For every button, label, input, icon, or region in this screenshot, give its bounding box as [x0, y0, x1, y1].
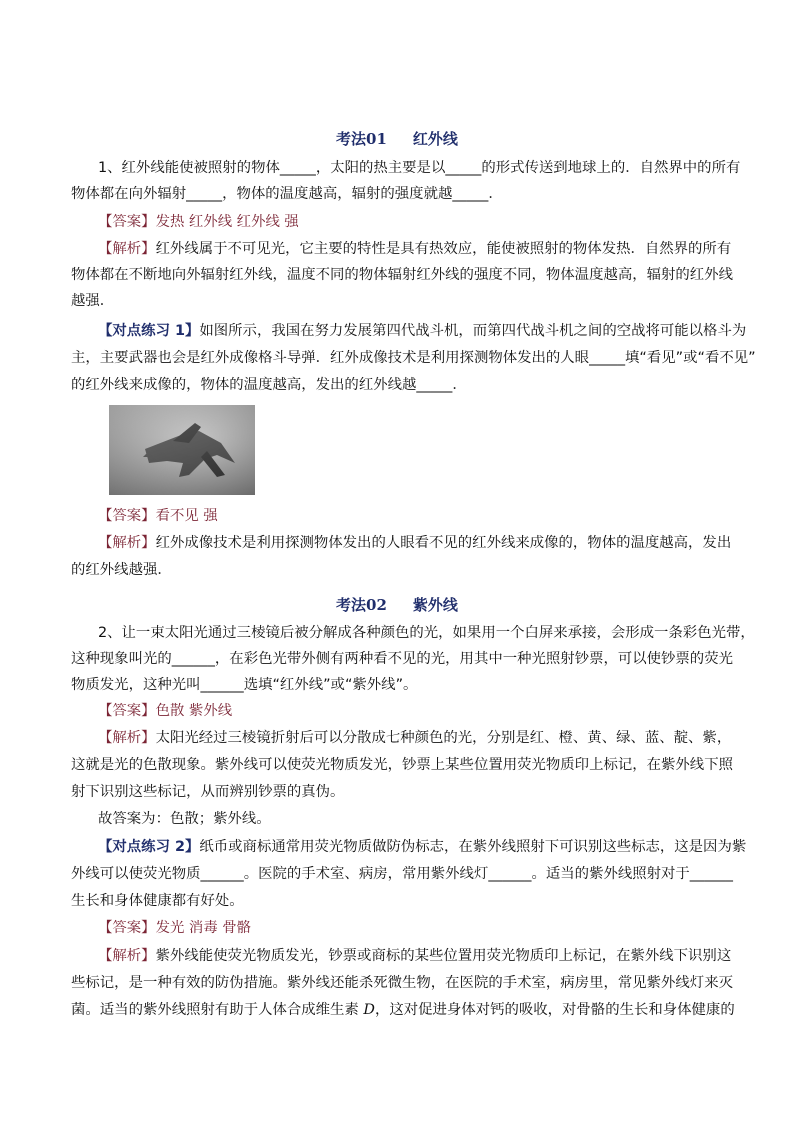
- answer-text: 色散 紫外线: [155, 703, 233, 719]
- answer-tag: 【答案】: [98, 214, 156, 230]
- q2-line1: 2、让一束太阳光通过三棱镜后被分解成各种颜色的光，如果用一个白屏来承接，会形成一条彩色光带，: [98, 625, 755, 641]
- practice-tag: 【对点练习 2】: [98, 839, 200, 855]
- practice2-analysis-line1: [98, 943, 732, 969]
- fighter-jet-image: [109, 405, 255, 495]
- practice2-analysis-line2: 些标记，是一种有效的防伪措施。紫外线还能杀死微生物，在医院的手术室，病房里，常见紫外线灯来灭: [71, 975, 733, 991]
- section2-topic: 紫外线: [412, 596, 458, 614]
- practice1-analysis-line2: 的红外线越强．: [71, 562, 172, 578]
- q2-analysis-line1: [98, 725, 732, 751]
- practice1-answer: [98, 503, 726, 529]
- q2-conclusion: 故答案为：色散；紫外线。: [98, 811, 271, 827]
- q1-analysis-line3: 越强．: [71, 293, 115, 309]
- q2-analysis-line3: 射下识别这些标记，从而辨别钞票的真伪。: [71, 784, 345, 800]
- analysis-text: 紫外线能使荧光物质发光，钞票或商标的某些位置用荧光物质印上标记，在紫外线下识别这: [155, 948, 732, 964]
- q1-analysis-line2: 物体都在不断地向外辐射红外线，温度不同的物体辐射红外线的强度不同，物体温度越高，辐射的红外线: [71, 267, 733, 283]
- practice1-line1: [98, 318, 747, 344]
- practice2-line1: [98, 834, 747, 860]
- q1-analysis-line1: [98, 236, 732, 262]
- practice-text: 纸币或商标通常用荧光物质做防伪标志，在紫外线照射下可识别这些标志，这是因为紫: [199, 839, 747, 855]
- section1-title: 考法01: [336, 130, 387, 148]
- q2-line2: 这种现象叫光的______，在彩色光带外侧有两种看不见的光，用其中一种光照射钞票，可以使钞票的荧光: [71, 651, 733, 667]
- practice2-analysis-line3: [71, 997, 735, 1023]
- answer-text: 看不见 强: [155, 508, 218, 524]
- practice1-line3: 的红外线来成像的，物体的温度越高，发出的红外线越_____．: [71, 377, 467, 393]
- q2-answer: [98, 698, 726, 724]
- analysis-tag: 【解析】: [98, 948, 156, 964]
- analysis-text: 太阳光经过三棱镜折射后可以分散成七种颜色的光，分别是红、橙、黄、绿、蓝、靛、紫，: [155, 730, 732, 746]
- answer-tag: 【答案】: [98, 920, 156, 936]
- practice-tag: 【对点练习 1】: [98, 323, 200, 339]
- practice1-analysis-line1: [98, 530, 732, 556]
- answer-text: 发热 红外线 红外线 强: [155, 214, 299, 230]
- q2-analysis-line2: 这就是光的色散现象。紫外线可以使荧光物质发光，钞票上某些位置用荧光物质印上标记，在紫外线下照: [71, 757, 733, 773]
- q2-line3: 物质发光，这种光叫______选填“红外线”或“紫外线”。: [71, 677, 418, 693]
- practice2-answer: [98, 915, 726, 941]
- answer-tag: 【答案】: [98, 703, 156, 719]
- q1-line2: 物体都在向外辐射_____，物体的温度越高，辐射的强度就越_____．: [71, 186, 503, 202]
- q1-line1: 1、红外线能使被照射的物体_____，太阳的热主要是以_____的形式传送到地球上的．自然界中的所有: [98, 160, 741, 176]
- practice2-line3: 生长和身体健康都有好处。: [71, 893, 244, 909]
- section2-heading: [0, 594, 794, 615]
- answer-text: 发光 消毒 骨骼: [155, 920, 252, 936]
- answer-tag: 【答案】: [98, 508, 156, 524]
- analysis-text: 红外成像技术是利用探测物体发出的人眼看不见的红外线来成像的，物体的温度越高，发出: [155, 535, 732, 551]
- vitamin-variable: D: [363, 1002, 375, 1018]
- q1-answer: [98, 209, 726, 235]
- section2-title: 考法02: [336, 596, 387, 614]
- analysis-tag: 【解析】: [98, 535, 156, 551]
- practice-text: 如图所示，我国在努力发展第四代战斗机，而第四代战斗机之间的空战将可能以格斗为: [199, 323, 747, 339]
- analysis-tag: 【解析】: [98, 241, 156, 257]
- analysis-text-part1: 菌。适当的紫外线照射有助于人体合成维生素: [71, 1002, 364, 1018]
- section1-topic: 红外线: [412, 130, 458, 148]
- practice1-line2: 主，主要武器也会是红外成像格斗导弹．红外成像技术是利用探测物体发出的人眼_____填“看见”或“看不见”: [71, 350, 756, 366]
- analysis-tag: 【解析】: [98, 730, 156, 746]
- analysis-text-part2: ，这对促进身体对钙的吸收，对骨骼的生长和身体健康的: [374, 1002, 735, 1018]
- analysis-text: 红外线属于不可见光，它主要的特性是具有热效应，能使被照射的物体发热．自然界的所有: [155, 241, 732, 257]
- section1-heading: [0, 128, 794, 149]
- practice2-line2: 外线可以使荧光物质______。医院的手术室、病房，常用紫外线灯______。适当的紫外线照射对于______: [71, 866, 733, 882]
